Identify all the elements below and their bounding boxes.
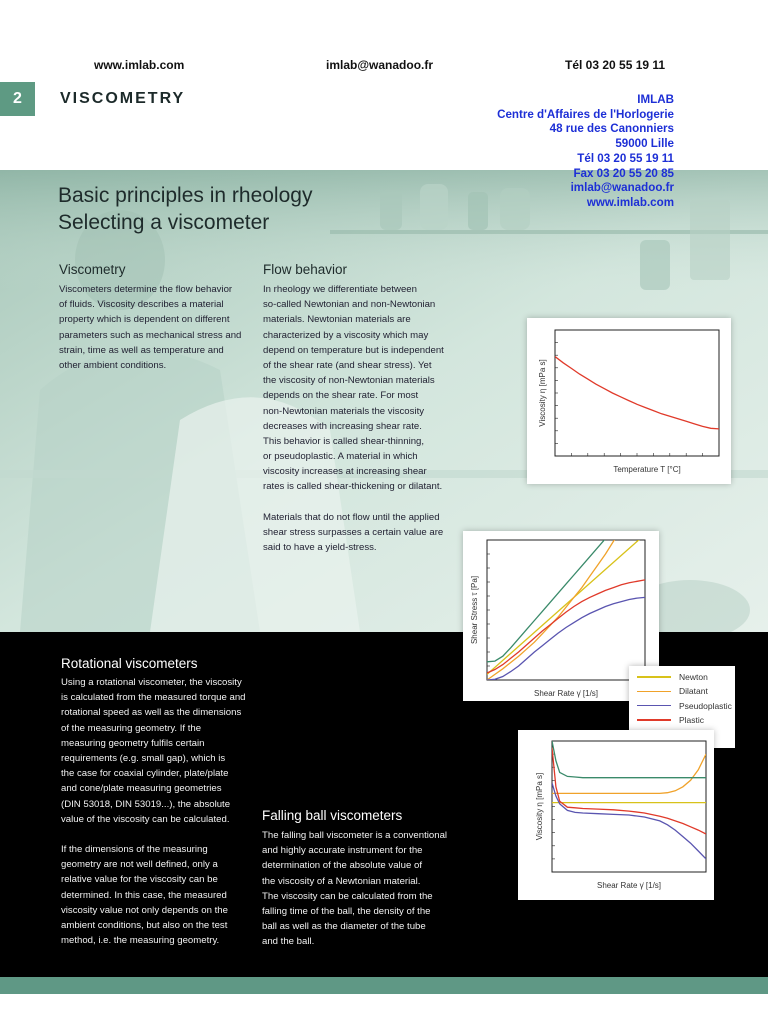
address-block bbox=[497, 93, 674, 211]
series-line-bingham bbox=[552, 741, 706, 778]
text-line: determination of the absolute value of bbox=[262, 860, 423, 872]
text-line: or pseudoplastic. A material in which bbox=[263, 451, 418, 463]
series-line-bingham bbox=[487, 531, 645, 662]
address-website[interactable]: www.imlab.com bbox=[586, 195, 674, 209]
series-line-series bbox=[555, 357, 719, 429]
viscosity-temperature-chart bbox=[527, 318, 731, 484]
text-line: Viscometers determine the flow behavior bbox=[59, 284, 233, 295]
text-line: ambient conditions, but also on the test bbox=[61, 920, 228, 931]
series-line-pseudoplastic bbox=[487, 597, 645, 680]
text-line: geometry are not well defined, only a bbox=[61, 859, 218, 871]
text-line: and cone/plate measuring geometries bbox=[61, 783, 222, 795]
y-axis-label: Shear Stress τ [Pa] bbox=[470, 575, 479, 645]
legend-swatch bbox=[637, 705, 671, 707]
text-line: (DIN 53018, DIN 53019...), the absolute bbox=[61, 798, 231, 810]
text-line: shear stress surpasses a certain value are bbox=[263, 527, 444, 538]
chart-1-svg bbox=[527, 318, 731, 484]
text-line: relative value for the viscosity can be bbox=[61, 874, 218, 886]
text-line: other ambient conditions. bbox=[59, 359, 167, 371]
series-line-plastic bbox=[552, 748, 706, 834]
y-axis-label: Viscosity η [mPa s] bbox=[535, 772, 544, 841]
address-phone: Tél 03 20 55 19 11 bbox=[577, 151, 674, 165]
title-line-1: Basic principles in rheology bbox=[58, 184, 313, 207]
text-line: and the ball. bbox=[262, 936, 315, 948]
legend-label: Dilatant bbox=[679, 686, 708, 697]
text-line: measuring geometry fulfils certain bbox=[61, 737, 205, 749]
legend-label: Plastic bbox=[679, 715, 705, 726]
text-line: depends on the shear rate. For most bbox=[263, 390, 419, 402]
plot-frame bbox=[555, 330, 719, 456]
text-line: falling time of the ball, the density of the bbox=[262, 905, 431, 917]
address-building: Centre d'Affaires de l'Horlogerie bbox=[497, 107, 674, 121]
text-line: of fluids. Viscosity describes a material bbox=[59, 299, 224, 311]
text-line: characterized by a viscosity which may bbox=[263, 329, 429, 341]
text-line: rotational speed as well as the dimensions bbox=[61, 707, 242, 719]
text-line: value of the viscosity can be calculated. bbox=[61, 813, 230, 825]
text-line: This behavior is called shear-thinning, bbox=[263, 435, 425, 447]
series-line-plastic bbox=[487, 580, 645, 673]
plot-frame bbox=[552, 741, 706, 872]
series-line-pseudoplastic bbox=[552, 783, 706, 859]
legend-item bbox=[629, 699, 735, 713]
legend-label: Pseudoplastic bbox=[679, 700, 732, 711]
rotational-heading: Rotational viscometers bbox=[61, 656, 198, 671]
text-line: rates is called shear-thickening or dilatant. bbox=[263, 481, 443, 493]
text-line bbox=[263, 495, 458, 510]
text-line: The viscosity can be calculated from the bbox=[262, 890, 433, 902]
page-number: 2 bbox=[0, 82, 35, 116]
bottom-band bbox=[0, 977, 768, 994]
header-website[interactable]: www.imlab.com bbox=[94, 58, 185, 72]
text-line: property which is dependent on different bbox=[59, 314, 230, 326]
legend-item bbox=[629, 713, 735, 727]
series-line-dilatant bbox=[552, 754, 706, 793]
text-line: materials. Newtonian materials are bbox=[263, 314, 411, 326]
y-axis-label: Viscosity η [mPa s] bbox=[538, 359, 547, 427]
address-email[interactable]: imlab@wanadoo.fr bbox=[570, 181, 674, 195]
address-street: 48 rue des Canonniers bbox=[549, 122, 674, 136]
text-line: the viscosity of non-Newtonian materials bbox=[263, 375, 435, 387]
falling-text bbox=[262, 828, 457, 950]
address-city: 59000 Lille bbox=[615, 137, 674, 151]
series-line-newton bbox=[487, 534, 645, 674]
text-line: viscosity increases at increasing shear bbox=[263, 466, 427, 478]
header-phone: Tél 03 20 55 19 11 bbox=[565, 58, 666, 72]
text-line: the case for coaxial cylinder, plate/plate bbox=[61, 768, 229, 780]
legend-swatch bbox=[637, 691, 671, 693]
text-line: ball as well as the diameter of the tube bbox=[262, 921, 426, 933]
viscometry-text bbox=[59, 282, 249, 373]
x-axis-label: Shear Rate γ̇ [1/s] bbox=[533, 689, 599, 698]
text-line: viscosity value not only depends on the bbox=[61, 904, 228, 916]
text-line: If the dimensions of the measuring bbox=[61, 844, 208, 856]
text-line: strain, time as well as temperature and bbox=[59, 344, 224, 356]
falling-heading: Falling ball viscometers bbox=[262, 808, 403, 823]
title-line-2: Selecting a viscometer bbox=[58, 211, 270, 234]
rotational-text bbox=[61, 675, 256, 948]
section-title: VISCOMETRY bbox=[60, 90, 186, 107]
x-axis-label: Shear Rate γ̇ [1/s] bbox=[596, 881, 662, 890]
text-line: In rheology we differentiate between bbox=[263, 284, 417, 295]
page-title bbox=[58, 182, 312, 236]
x-axis-label: Temperature T [°C] bbox=[613, 465, 681, 474]
legend-item bbox=[629, 670, 735, 684]
flow-text bbox=[263, 282, 458, 555]
text-line: and highly accurate instrument for the bbox=[262, 845, 423, 857]
text-line: Materials that do not flow until the applied bbox=[263, 511, 440, 523]
text-line: so-called Newtonian and non-Newtonian bbox=[263, 299, 436, 311]
text-line: method, i.e. the measuring geometry. bbox=[61, 935, 220, 947]
viscosity-shear-rate-chart bbox=[518, 730, 714, 900]
chart-3-svg bbox=[518, 730, 714, 900]
text-line: said to have a yield-stress. bbox=[263, 542, 377, 554]
text-line: non-Newtonian materials the viscosity bbox=[263, 405, 425, 417]
text-line: of the measuring geometry. If the bbox=[61, 722, 202, 734]
address-company: IMLAB bbox=[637, 93, 674, 106]
viscometry-heading: Viscometry bbox=[59, 262, 126, 277]
text-line: parameters such as mechanical stress and bbox=[59, 329, 242, 341]
text-line: the viscosity of a Newtonian material. bbox=[262, 875, 421, 887]
header-email[interactable]: imlab@wanadoo.fr bbox=[326, 58, 434, 72]
text-line: is calculated from the measured torque and bbox=[61, 692, 246, 704]
legend-swatch bbox=[637, 676, 671, 678]
legend-swatch bbox=[637, 719, 671, 721]
address-fax: Fax 03 20 55 20 85 bbox=[573, 166, 674, 180]
flow-heading: Flow behavior bbox=[263, 262, 348, 277]
text-line: depend on temperature but is independent bbox=[263, 344, 444, 356]
text-line: decreases with increasing shear rate. bbox=[263, 420, 422, 432]
legend-item bbox=[629, 684, 735, 698]
text-line: Using a rotational viscometer, the viscosity bbox=[61, 677, 242, 688]
legend-label: Newton bbox=[679, 672, 708, 683]
text-line: requirements (e.g. small gap), which is bbox=[61, 752, 226, 764]
text-line: determined. In this case, the measured bbox=[61, 889, 227, 901]
text-line: of the shear rate (and shear stress). Yet bbox=[263, 359, 432, 371]
text-line bbox=[61, 827, 256, 842]
text-line: The falling ball viscometer is a conventional bbox=[262, 830, 448, 841]
